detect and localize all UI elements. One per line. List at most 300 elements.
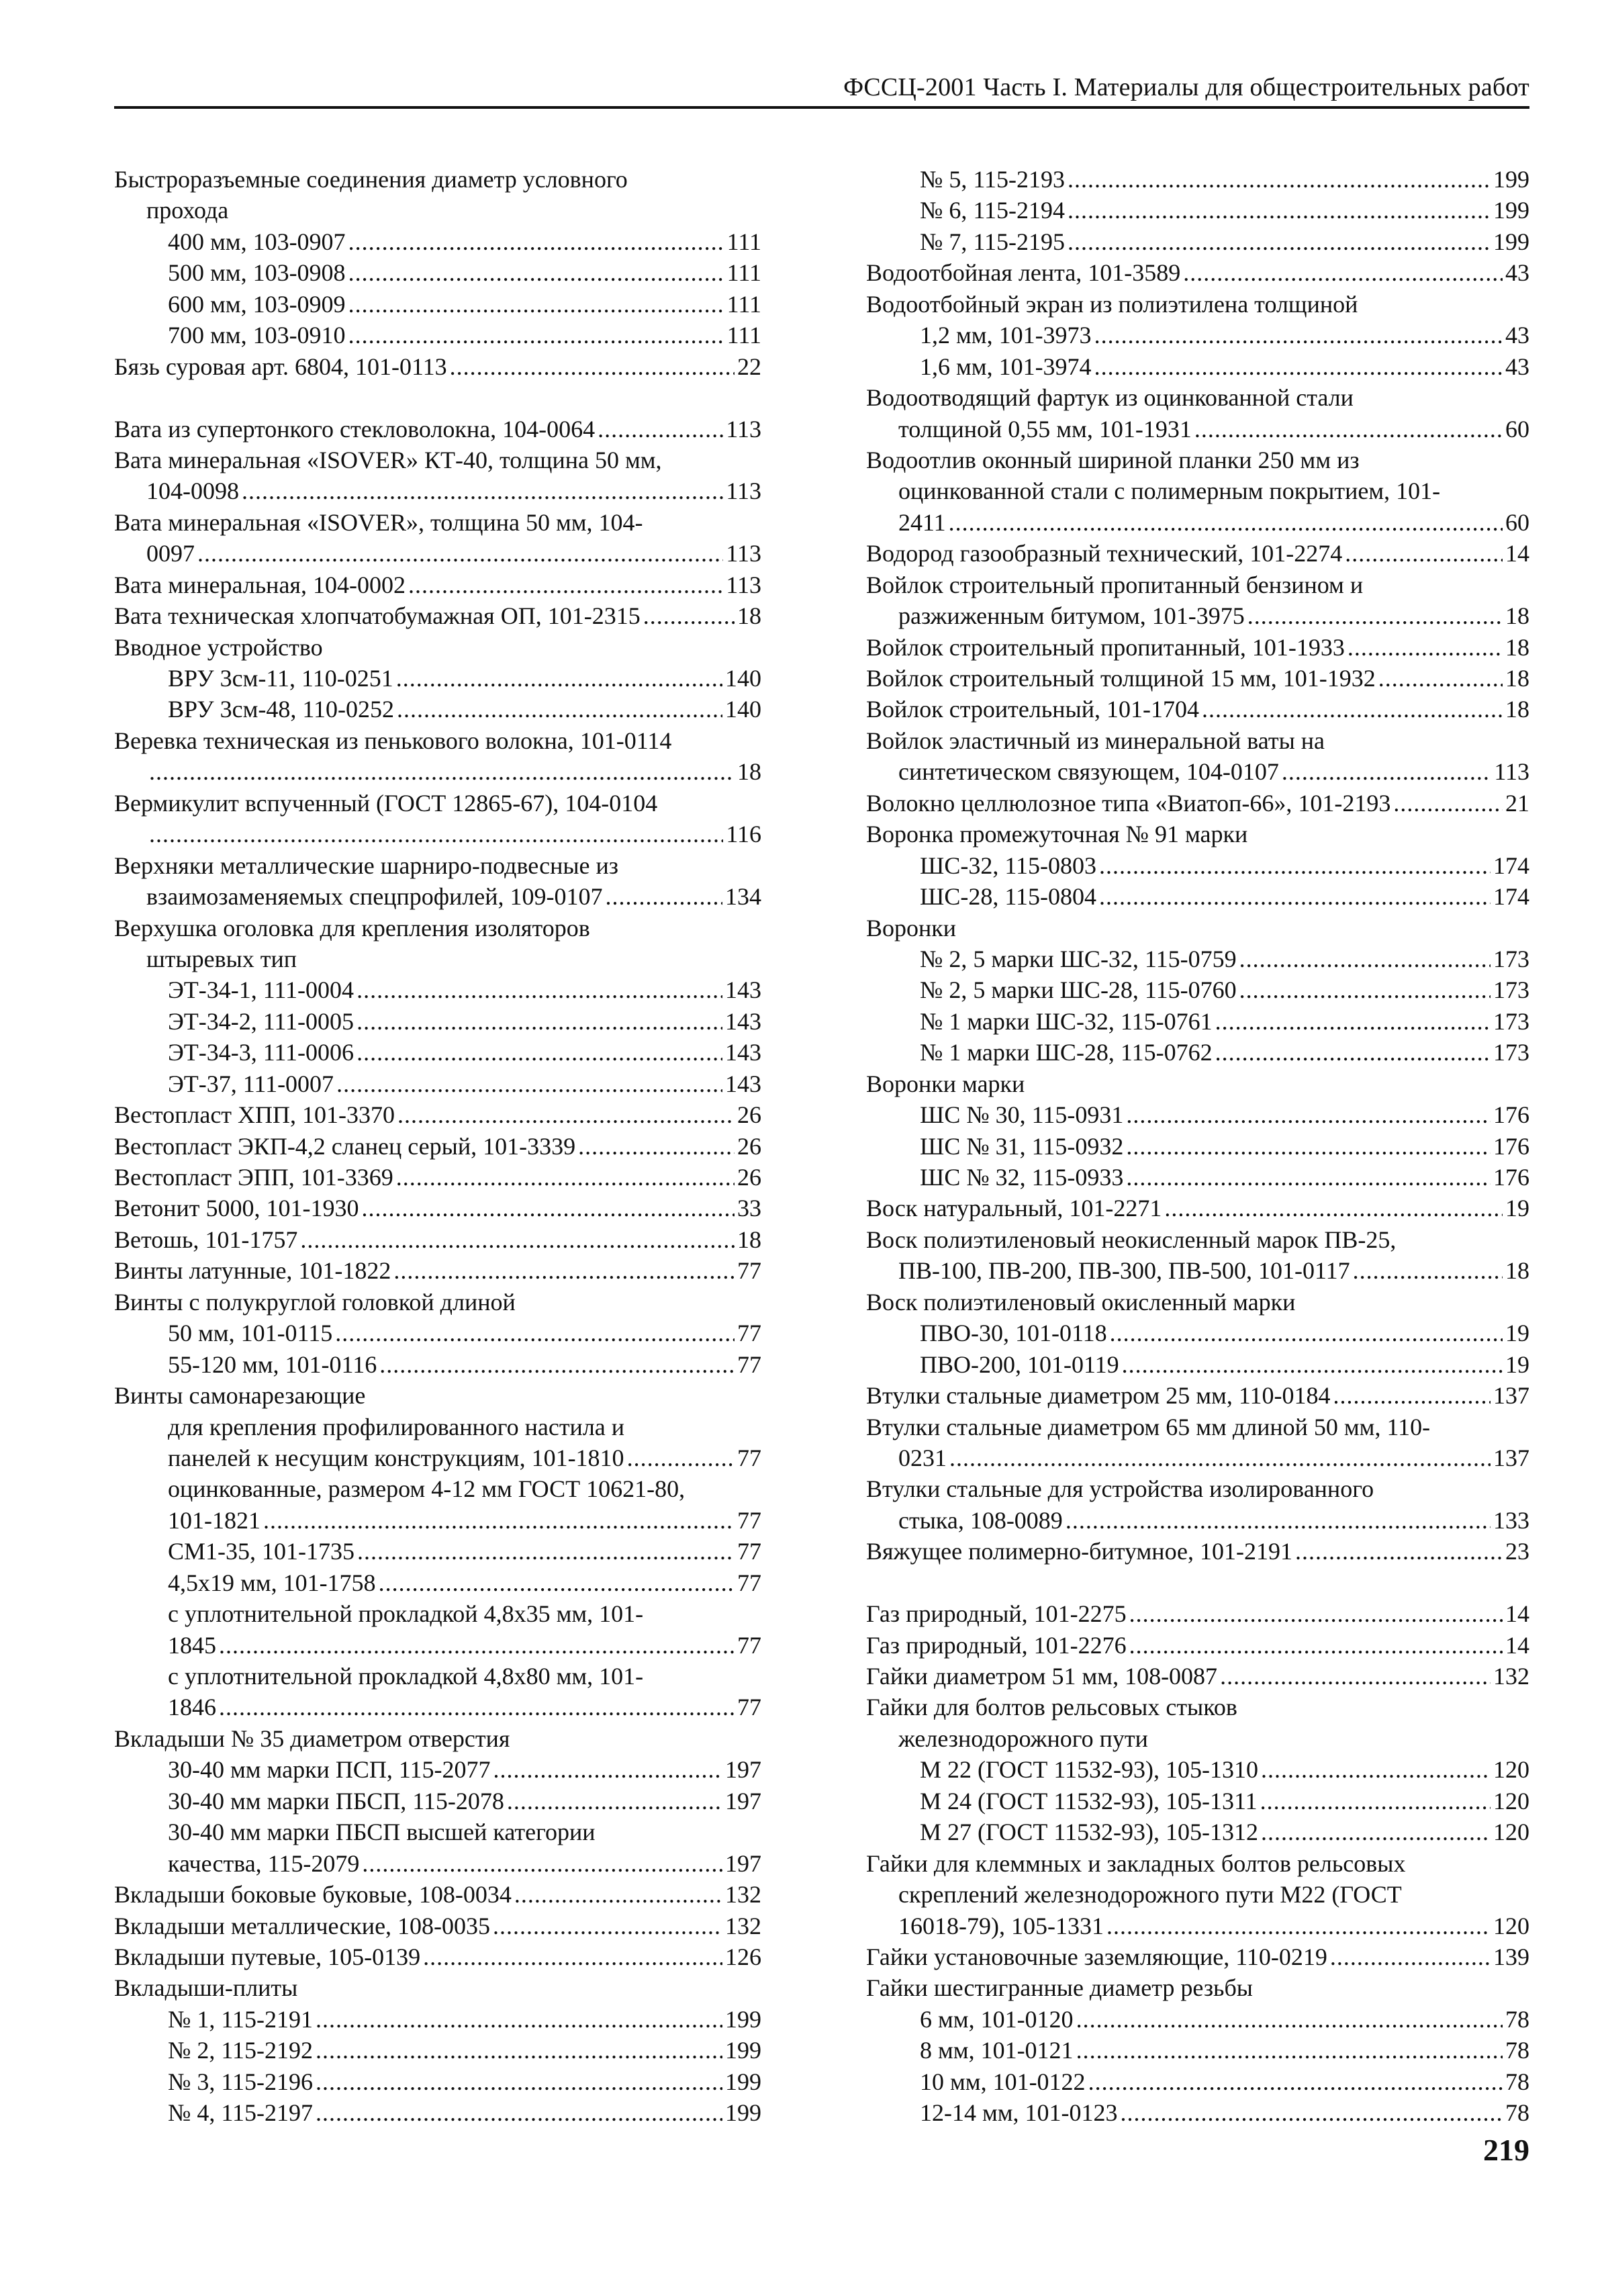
index-entry — [114, 1349, 761, 1380]
index-entry-page: 78 — [1505, 2037, 1529, 2064]
index-entry — [866, 944, 1529, 974]
index-entry — [114, 2035, 761, 2066]
index-entry-text: с уплотнительной прокладкой 4,8x35 мм, 101- — [168, 1600, 644, 1628]
dot-leader — [598, 414, 723, 445]
dot-leader — [1164, 1193, 1503, 1224]
index-entry — [866, 1131, 1529, 1162]
index-entry-text: ЭТ-34-2, 111-0005 — [168, 1007, 355, 1035]
index-entry-text: Верхушка оголовка для крепления изоляторов — [114, 914, 590, 942]
index-entry-text: 0231 — [898, 1444, 947, 1471]
index-entry-page: 18 — [737, 1226, 761, 1253]
running-header-title: ФССЦ-2001 Часть I. Материалы для общестроительных работ — [843, 73, 1529, 101]
index-entry-text: Воронки марки — [866, 1070, 1025, 1097]
index-entry — [866, 2097, 1529, 2128]
dot-leader — [348, 289, 724, 320]
index-entry-page: 199 — [725, 2037, 761, 2064]
index-entry — [866, 351, 1529, 382]
index-entry — [866, 881, 1529, 912]
index-entry-text: Гайки для болтов рельсовых стыков — [866, 1694, 1237, 1721]
index-entry — [866, 819, 1529, 849]
index-entry-page: 140 — [725, 665, 761, 692]
dot-leader — [396, 663, 722, 694]
index-entry — [866, 1006, 1529, 1037]
dot-leader — [300, 1224, 735, 1255]
index-entry-page: 173 — [1493, 976, 1529, 1004]
dot-leader — [362, 1193, 735, 1224]
dot-leader — [578, 1131, 735, 1162]
index-entry-page: 43 — [1505, 322, 1529, 349]
index-entry — [866, 1661, 1529, 1692]
dot-leader — [1348, 632, 1503, 663]
index-entry — [866, 382, 1529, 413]
index-entry — [866, 445, 1529, 475]
index-entry — [866, 1754, 1529, 1785]
index-entry-text: Вкладыши путевые, 105-0139 — [114, 1943, 421, 1970]
dot-leader — [396, 1162, 735, 1193]
index-entry-text: скреплений железнодорожного пути М22 (ГОСТ — [898, 1881, 1402, 1909]
index-entry — [114, 320, 761, 351]
index-entry-text: Втулки стальные для устройства изолированного — [866, 1475, 1374, 1503]
index-entry — [114, 1848, 761, 1879]
index-entry — [866, 1193, 1529, 1224]
index-entry-text: 55-120 мм, 101-0116 — [168, 1350, 377, 1378]
index-entry — [866, 1224, 1529, 1255]
index-entry-page: 18 — [1505, 1257, 1529, 1285]
dot-leader — [408, 569, 723, 600]
dot-leader — [219, 1692, 735, 1723]
index-entry — [114, 788, 761, 819]
index-entry-text: с уплотнительной прокладкой 4,8x80 мм, 101- — [168, 1663, 644, 1690]
index-entry-page: 133 — [1493, 1506, 1529, 1534]
index-entry — [866, 1723, 1529, 1754]
index-entry — [114, 414, 761, 445]
index-entry-text: Войлок строительный пропитанный, 101-1933 — [866, 633, 1345, 661]
index-entry-text: Верхняки металлические шарниро-подвесные из — [114, 852, 619, 879]
index-entry — [114, 819, 761, 849]
index-entry-text: Водоотлив оконный шириной планки 250 мм из — [866, 446, 1360, 473]
index-entry-text: панелей к несущим конструкциям, 101-1810 — [168, 1444, 624, 1471]
index-entry-page: 173 — [1493, 1039, 1529, 1066]
index-entry-page: 111 — [726, 290, 761, 318]
index-entry-text: 1845 — [168, 1631, 216, 1659]
dot-leader — [316, 2066, 722, 2097]
index-entry — [866, 1162, 1529, 1193]
index-entry-page: 199 — [725, 2099, 761, 2127]
index-entry-text: Войлок эластичный из минеральной ваты на — [866, 727, 1325, 754]
index-entry — [114, 1193, 761, 1224]
dot-leader — [1126, 1131, 1491, 1162]
index-entry-text: СМ1-35, 101-1735 — [168, 1538, 355, 1565]
index-entry — [114, 1224, 761, 1255]
index-entry — [866, 1255, 1529, 1286]
index-entry-text: Вкладыши боковые буковые, 108-0034 — [114, 1881, 512, 1909]
index-entry-text: Вкладыши № 35 диаметром отверстия — [114, 1725, 510, 1752]
index-entry — [114, 195, 761, 226]
index-entry-page: 111 — [726, 322, 761, 349]
index-entry-page: 120 — [1493, 1787, 1529, 1815]
index-entry-text: 1,2 мм, 101-3973 — [920, 322, 1092, 349]
index-entry-page: 60 — [1505, 508, 1529, 536]
index-entry — [866, 913, 1529, 944]
index-entry — [866, 1442, 1529, 1473]
dot-leader — [1068, 164, 1491, 195]
index-entry — [114, 1412, 761, 1442]
index-entry-text: стыка, 108-0089 — [898, 1506, 1063, 1534]
index-entry-text: разжиженным битумом, 101-3975 — [898, 602, 1245, 630]
index-entry-text: ЭТ-34-3, 111-0006 — [168, 1039, 355, 1066]
index-entry-text: 4,5x19 мм, 101-1758 — [168, 1569, 376, 1596]
dot-leader — [493, 1754, 722, 1785]
index-entry — [866, 2035, 1529, 2066]
index-entry — [866, 507, 1529, 538]
index-entry-text: 30-40 мм марки ПСП, 115-2077 — [168, 1756, 491, 1784]
dot-leader — [949, 1442, 1491, 1473]
index-entry-text: № 2, 5 марки ШС-32, 115-0759 — [920, 945, 1237, 972]
index-entry — [114, 1536, 761, 1567]
index-entry — [866, 226, 1529, 257]
index-entry-text: 104-0098 — [146, 477, 239, 505]
index-entry-page: 173 — [1493, 1007, 1529, 1035]
index-entry — [866, 164, 1529, 195]
index-entry — [866, 320, 1529, 351]
index-entry — [114, 913, 761, 944]
index-entry — [114, 850, 761, 881]
index-entry-page: 132 — [1493, 1663, 1529, 1690]
index-entry-page: 22 — [737, 353, 761, 380]
dot-leader — [357, 1037, 722, 1068]
index-entry-page: 18 — [1505, 665, 1529, 692]
index-entry-page: 18 — [737, 758, 761, 786]
index-entry-page: 77 — [737, 1257, 761, 1285]
index-entry-page: 120 — [1493, 1819, 1529, 1846]
index-entry-text: 6 мм, 101-0120 — [920, 2005, 1074, 2033]
index-entry — [114, 944, 761, 974]
index-entry — [866, 1786, 1529, 1817]
index-entry — [866, 1879, 1529, 1910]
index-entry — [866, 1817, 1529, 1847]
index-entry — [866, 538, 1529, 569]
index-entry-text: 0097 — [146, 540, 195, 567]
index-entry-text: Винты латунные, 101-1822 — [114, 1257, 391, 1285]
index-entry-page: 132 — [725, 1881, 761, 1909]
index-entry-page: 143 — [725, 1039, 761, 1066]
index-entry — [114, 538, 761, 569]
dot-leader — [1099, 881, 1491, 912]
index-entry-text: Водоотбойный экран из полиэтилена толщиной — [866, 290, 1358, 318]
index-entry-text: № 2, 115-2192 — [168, 2037, 313, 2064]
dot-leader — [348, 320, 724, 351]
index-entry — [866, 850, 1529, 881]
dot-leader — [493, 1911, 722, 1941]
index-entry — [866, 974, 1529, 1005]
index-entry-page: 21 — [1505, 789, 1529, 817]
index-entry-page: 199 — [725, 2068, 761, 2095]
index-entry-text: Гайки для клеммных и закладных болтов рельсовых — [866, 1849, 1406, 1877]
index-entry-text: ШС-32, 115-0803 — [920, 852, 1096, 879]
dot-leader — [1261, 1754, 1491, 1785]
dot-leader — [379, 1567, 735, 1598]
index-entry — [866, 1972, 1529, 2003]
dot-leader — [316, 2097, 722, 2128]
dot-leader — [423, 1941, 722, 1972]
index-entry — [866, 414, 1529, 445]
index-entry-page: 139 — [1493, 1943, 1529, 1970]
index-entry-page: 197 — [725, 1849, 761, 1877]
index-entry-text: оцинкованной стали с полимерным покрытием, 101- — [898, 477, 1441, 505]
index-entry — [866, 1349, 1529, 1380]
dot-leader — [1094, 320, 1503, 351]
index-entry-page: 197 — [725, 1756, 761, 1784]
index-entry — [866, 1911, 1529, 1941]
index-entry-page: 77 — [737, 1631, 761, 1659]
index-entry-page: 77 — [737, 1444, 761, 1471]
index-entry-text: Воронки — [866, 914, 957, 942]
index-entry — [866, 725, 1529, 756]
dot-leader — [1088, 2066, 1503, 2097]
index-entry — [114, 257, 761, 288]
index-entry — [866, 2066, 1529, 2097]
index-entry-text: 2411 — [898, 508, 946, 536]
index-entry — [866, 1941, 1529, 1972]
dot-leader — [1099, 850, 1491, 881]
index-entry-text: Вестопласт ХПП, 101-3370 — [114, 1101, 395, 1129]
index-entry-page: 126 — [725, 1943, 761, 1970]
index-entry-page: 137 — [1493, 1444, 1529, 1471]
index-entry-page: 14 — [1505, 540, 1529, 567]
dot-leader — [1183, 257, 1503, 288]
index-entry-text: Войлок строительный толщиной 15 мм, 101-1932 — [866, 665, 1376, 692]
index-entry — [866, 1473, 1529, 1504]
index-entry-text: Винты самонарезающие — [114, 1382, 366, 1410]
index-entry-page: 113 — [726, 415, 761, 443]
page-number: 219 — [1483, 2133, 1529, 2167]
index-entry-page: 199 — [725, 2005, 761, 2033]
index-entry-text: Гайки шестигранные диаметр резьбы — [866, 1974, 1253, 2002]
index-entry-text: № 5, 115-2193 — [920, 166, 1065, 193]
index-entry-page: 137 — [1493, 1382, 1529, 1410]
index-entry — [114, 1442, 761, 1473]
dot-leader — [1239, 974, 1491, 1005]
index-entry — [866, 2004, 1529, 2035]
dot-leader — [357, 974, 722, 1005]
dot-leader — [1066, 1505, 1491, 1536]
index-entry-page: 33 — [737, 1195, 761, 1222]
index-entry-text: синтетическом связующем, 104-0107 — [898, 758, 1279, 786]
dot-leader — [1068, 226, 1491, 257]
dot-leader — [219, 1630, 735, 1661]
index-entry — [114, 351, 761, 382]
index-entry-text: оцинкованные, размером 4-12 мм ГОСТ 10621-80, — [168, 1475, 686, 1503]
index-entry-page: 120 — [1493, 1912, 1529, 1939]
index-entry-page: 77 — [737, 1569, 761, 1596]
index-entry-page: 199 — [1493, 228, 1529, 255]
index-entry — [866, 663, 1529, 694]
index-entry-page: 23 — [1505, 1538, 1529, 1565]
index-entry — [866, 788, 1529, 819]
dot-leader — [393, 1255, 735, 1286]
dot-leader — [1076, 2004, 1503, 2035]
dot-leader — [379, 1349, 735, 1380]
index-entry — [114, 1505, 761, 1536]
index-entry — [114, 1661, 761, 1692]
index-entry-text: Ветошь, 101-1757 — [114, 1226, 298, 1253]
index-entry — [114, 445, 761, 475]
dot-leader — [1215, 1037, 1491, 1068]
dot-leader — [397, 694, 722, 725]
dot-leader — [397, 1099, 735, 1130]
index-entry — [114, 1037, 761, 1068]
index-entry-text: Гайки установочные заземляющие, 110-0219 — [866, 1943, 1327, 1970]
index-entry-text: Воск натуральный, 101-2271 — [866, 1195, 1162, 1222]
index-entry-page: 14 — [1505, 1600, 1529, 1628]
index-entry-text: ШС-28, 115-0804 — [920, 883, 1096, 911]
index-entry-page: 116 — [726, 821, 761, 848]
dot-leader — [263, 1505, 735, 1536]
index-entry — [114, 289, 761, 320]
index-entry-page: 18 — [1505, 696, 1529, 723]
index-entry-text: ВРУ 3см-48, 110-0252 — [168, 696, 395, 723]
dot-leader — [197, 538, 723, 569]
dot-leader — [1333, 1380, 1491, 1411]
index-entry-text: Войлок строительный, 101-1704 — [866, 696, 1199, 723]
index-entry-page: 26 — [737, 1101, 761, 1129]
index-entry — [114, 475, 761, 506]
dot-leader — [1126, 1099, 1491, 1130]
index-entry-page: 19 — [1505, 1195, 1529, 1222]
index-entry-page: 43 — [1505, 353, 1529, 380]
index-entry-text: Винты с полукруглой головкой длиной — [114, 1288, 516, 1316]
index-entry-page: 173 — [1493, 945, 1529, 972]
index-entry-text: Вата из супертонкого стекловолокна, 104-0064 — [114, 415, 596, 443]
index-entry-text: 16018-79), 105-1331 — [898, 1912, 1104, 1939]
index-entry-text: Вермикулит вспученный (ГОСТ 12865-67), 104-0104 — [114, 789, 658, 817]
index-entry-text: Вата минеральная «ISOVER», толщина 50 мм, 104- — [114, 508, 643, 536]
index-entry-text: Вкладыши металлические, 108-0035 — [114, 1912, 491, 1939]
index-entry — [114, 632, 761, 663]
index-entry-text: М 22 (ГОСТ 11532-93), 105-1310 — [920, 1756, 1258, 1784]
index-entry-page: 26 — [737, 1164, 761, 1191]
dot-leader — [1239, 944, 1491, 974]
index-entry — [114, 1723, 761, 1754]
index-entry — [866, 1598, 1529, 1629]
blank-line — [114, 382, 761, 413]
index-entry-text: Водоотбойная лента, 101-3589 — [866, 259, 1181, 287]
index-entry — [866, 1630, 1529, 1661]
index-entry — [866, 600, 1529, 631]
index-entry-page: 113 — [726, 540, 761, 567]
index-entry-text: Ветонит 5000, 101-1930 — [114, 1195, 359, 1222]
dot-leader — [1129, 1630, 1503, 1661]
index-entry-text: Водород газообразный технический, 101-2274 — [866, 540, 1343, 567]
index-entry-text: 10 мм, 101-0122 — [920, 2068, 1086, 2095]
dot-leader — [1215, 1006, 1491, 1037]
index-entry-text: качества, 115-2079 — [168, 1849, 360, 1877]
index-entry-text: Войлок строительный пропитанный бензином и — [866, 571, 1364, 598]
dot-leader — [1393, 788, 1503, 819]
index-entry — [114, 1131, 761, 1162]
dot-leader — [1076, 2035, 1503, 2066]
index-entry — [114, 1318, 761, 1348]
index-entry — [866, 756, 1529, 787]
index-entry — [866, 475, 1529, 506]
dot-leader — [357, 1006, 722, 1037]
dot-leader — [1068, 195, 1491, 226]
index-entry-text: Воск полиэтиленовый окисленный марки — [866, 1288, 1296, 1316]
index-entry-page: 77 — [737, 1538, 761, 1565]
index-entry-page: 197 — [725, 1787, 761, 1815]
dot-leader — [316, 2035, 722, 2066]
index-entry-page: 174 — [1493, 883, 1529, 911]
index-entry-text: № 2, 5 марки ШС-28, 115-0760 — [920, 976, 1237, 1004]
index-entry — [114, 1287, 761, 1318]
index-entry-page: 176 — [1493, 1164, 1529, 1191]
index-entry-text: ШС № 31, 115-0932 — [920, 1132, 1124, 1160]
dot-leader — [357, 1536, 735, 1567]
index-entry-text: ЭТ-34-1, 111-0004 — [168, 976, 355, 1004]
dot-leader — [242, 475, 723, 506]
index-entry-text: 600 мм, 103-0909 — [168, 290, 346, 318]
index-entry-page: 111 — [726, 259, 761, 287]
index-entry — [114, 663, 761, 694]
index-entry-page: 113 — [726, 571, 761, 598]
index-entry — [114, 694, 761, 725]
index-entry — [866, 195, 1529, 226]
index-entry-page: 78 — [1505, 2068, 1529, 2095]
dot-leader — [606, 881, 722, 912]
index-entry-page: 140 — [725, 696, 761, 723]
index-entry — [866, 1848, 1529, 1879]
dot-leader — [627, 1442, 735, 1473]
index-entry-text: ШС № 30, 115-0931 — [920, 1101, 1124, 1129]
index-entry — [114, 164, 761, 195]
index-entry — [866, 1536, 1529, 1567]
index-entry-text: ПВО-200, 101-0119 — [920, 1350, 1119, 1378]
index-entry-page: 134 — [725, 883, 761, 911]
dot-leader — [1295, 1536, 1503, 1567]
index-entry-text: ШС № 32, 115-0933 — [920, 1164, 1124, 1191]
index-column-right — [866, 164, 1529, 2129]
index-entry-text: Вата минеральная, 104-0002 — [114, 571, 406, 598]
index-entry — [866, 1380, 1529, 1411]
index-entry — [114, 1786, 761, 1817]
index-entry — [114, 1567, 761, 1598]
index-entry — [866, 1099, 1529, 1130]
dot-leader — [1378, 663, 1503, 694]
index-entry-page: 77 — [737, 1350, 761, 1378]
index-entry — [114, 1598, 761, 1629]
index-entry-page: 199 — [1493, 166, 1529, 193]
index-entry — [114, 1879, 761, 1910]
dot-leader — [1220, 1661, 1491, 1692]
dot-leader — [1094, 351, 1503, 382]
index-entry — [866, 1505, 1529, 1536]
dot-leader — [1110, 1318, 1503, 1348]
index-entry-page: 77 — [737, 1320, 761, 1347]
index-entry-text: Гайки диаметром 51 мм, 108-0087 — [866, 1663, 1218, 1690]
dot-leader — [949, 507, 1503, 538]
index-entry-page: 19 — [1505, 1320, 1529, 1347]
index-entry — [866, 289, 1529, 320]
index-entry — [114, 881, 761, 912]
index-entry-page: 143 — [725, 976, 761, 1004]
index-column-left — [114, 164, 761, 2129]
index-entry-text: Газ природный, 101-2276 — [866, 1631, 1127, 1659]
index-entry-text: Вестопласт ЭПП, 101-3369 — [114, 1164, 393, 1191]
index-entry-text: № 1 марки ШС-32, 115-0761 — [920, 1007, 1213, 1035]
index-entry-text: Вводное устройство — [114, 633, 323, 661]
index-entry-text: Вестопласт ЭКП-4,2 сланец серый, 101-3339 — [114, 1132, 576, 1160]
index-entry-text: ПВО-30, 101-0118 — [920, 1320, 1107, 1347]
